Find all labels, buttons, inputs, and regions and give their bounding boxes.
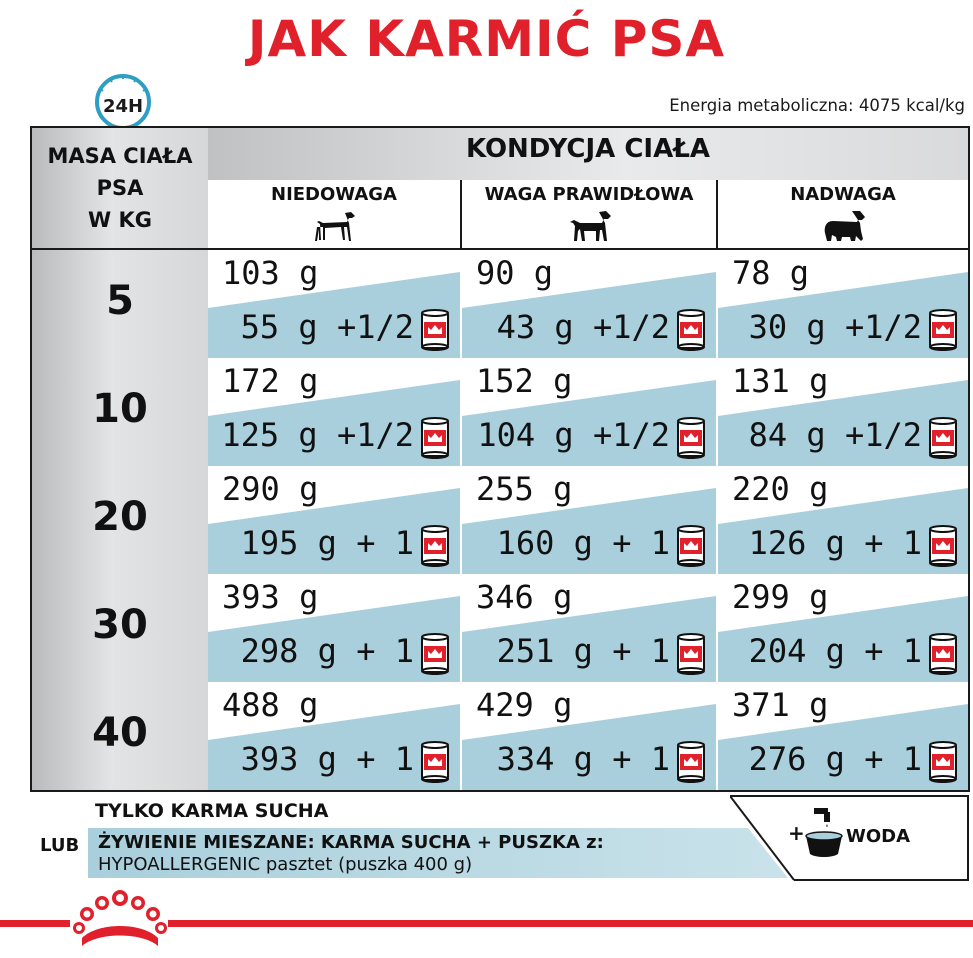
legend-dry-only: TYLKO KARMA SUCHA: [95, 800, 329, 822]
dry-only-amount: 371 g: [732, 686, 829, 724]
fat-dog-icon: [820, 209, 866, 243]
legend-mixed-line2: HYPOALLERGENIC pasztet (puszka 400 g): [98, 854, 473, 875]
legend-or: LUB: [40, 835, 80, 856]
mixed-amount: 125 g +1/2: [221, 416, 414, 454]
dry-only-amount: 103 g: [222, 254, 319, 292]
column-label-normal: WAGA PRAWIDŁOWA: [484, 184, 694, 205]
feeding-cell: [462, 682, 716, 790]
can-icon: [676, 524, 706, 568]
royal-canin-crown-logo: [68, 888, 172, 952]
column-header-normal: [462, 180, 716, 250]
page-title: JAK KARMIĆ PSA: [247, 10, 726, 68]
can-icon: [420, 740, 450, 784]
can-icon: [420, 524, 450, 568]
dry-only-amount: 220 g: [732, 470, 829, 508]
weight-header-line2: PSA: [96, 176, 144, 200]
mixed-amount: 160 g + 1: [496, 524, 670, 562]
can-icon: [420, 632, 450, 676]
feeding-cell: [718, 358, 968, 466]
normal-dog-icon: [566, 209, 612, 243]
can-icon: [928, 416, 958, 460]
dry-only-amount: 131 g: [732, 362, 829, 400]
clock-label: 24H: [102, 96, 144, 117]
dry-only-amount: 346 g: [476, 578, 573, 616]
legend-mixed-text: [98, 832, 604, 876]
mixed-amount: 276 g + 1: [748, 740, 922, 778]
legend-water: WODA: [846, 826, 911, 847]
can-icon: [928, 740, 958, 784]
column-label-underweight: NIEDOWAGA: [271, 184, 397, 205]
mixed-amount: 251 g + 1: [496, 632, 670, 670]
mixed-amount: 43 g +1/2: [496, 308, 670, 346]
mixed-amount: 84 g +1/2: [748, 416, 922, 454]
energy-text: Energia metaboliczna: 4075 kcal/kg: [669, 96, 965, 115]
feeding-cell: [462, 250, 716, 358]
dry-only-amount: 488 g: [222, 686, 319, 724]
dry-only-amount: 255 g: [476, 470, 573, 508]
feeding-cell: [718, 574, 968, 682]
dry-only-amount: 393 g: [222, 578, 319, 616]
weight-label: 40: [92, 710, 148, 756]
weight-label: 5: [106, 278, 134, 324]
weight-header-line1: MASA CIAŁA: [47, 144, 193, 168]
dry-only-amount: 429 g: [476, 686, 573, 724]
can-icon: [676, 308, 706, 352]
mixed-amount: 298 g + 1: [240, 632, 414, 670]
column-label-overweight: NADWAGA: [790, 184, 896, 205]
mixed-amount: 393 g + 1: [240, 740, 414, 778]
can-icon: [676, 632, 706, 676]
can-icon: [928, 524, 958, 568]
feeding-cell: [208, 682, 460, 790]
feeding-cell: [462, 466, 716, 574]
dry-only-amount: 90 g: [476, 254, 554, 292]
mixed-amount: 204 g + 1: [748, 632, 922, 670]
column-header-overweight: [718, 180, 968, 250]
feeding-cell: [718, 466, 968, 574]
legend-mixed-line1: ŻYWIENIE MIESZANE: KARMA SUCHA + PUSZKA z:: [98, 832, 604, 853]
feeding-cell: [208, 466, 460, 574]
mixed-amount: 126 g + 1: [748, 524, 922, 562]
weight-label: 30: [92, 602, 148, 648]
can-icon: [420, 308, 450, 352]
mixed-amount: 104 g +1/2: [477, 416, 670, 454]
feeding-table: [30, 126, 970, 792]
can-icon: [928, 632, 958, 676]
clock-24h-icon: [80, 66, 166, 130]
mixed-amount: 55 g +1/2: [240, 308, 414, 346]
mixed-amount: 195 g + 1: [240, 524, 414, 562]
dry-only-amount: 152 g: [476, 362, 573, 400]
feeding-cell: [208, 250, 460, 358]
feeding-cell: [718, 682, 968, 790]
column-header-underweight: [208, 180, 460, 250]
can-icon: [928, 308, 958, 352]
dry-only-amount: 78 g: [732, 254, 810, 292]
weight-header-line3: W KG: [88, 208, 152, 232]
feeding-cell: [208, 358, 460, 466]
dry-only-amount: 299 g: [732, 578, 829, 616]
dry-only-amount: 290 g: [222, 470, 319, 508]
can-icon: [676, 740, 706, 784]
weight-header-divider: [32, 248, 208, 250]
water-bowl-icon: [788, 808, 842, 857]
feeding-cell: [462, 574, 716, 682]
can-icon: [420, 416, 450, 460]
weight-column-header: [32, 140, 208, 236]
feeding-cell: [208, 574, 460, 682]
feeding-cell: [462, 358, 716, 466]
thin-dog-icon: [311, 209, 357, 243]
condition-header: KONDYCJA CIAŁA: [465, 134, 711, 164]
weight-label: 10: [92, 386, 148, 432]
svg-text:+: +: [788, 821, 805, 845]
can-icon: [676, 416, 706, 460]
feeding-cell: [718, 250, 968, 358]
mixed-amount: 334 g + 1: [496, 740, 670, 778]
mixed-amount: 30 g +1/2: [748, 308, 922, 346]
dry-only-amount: 172 g: [222, 362, 319, 400]
weight-label: 20: [92, 494, 148, 540]
